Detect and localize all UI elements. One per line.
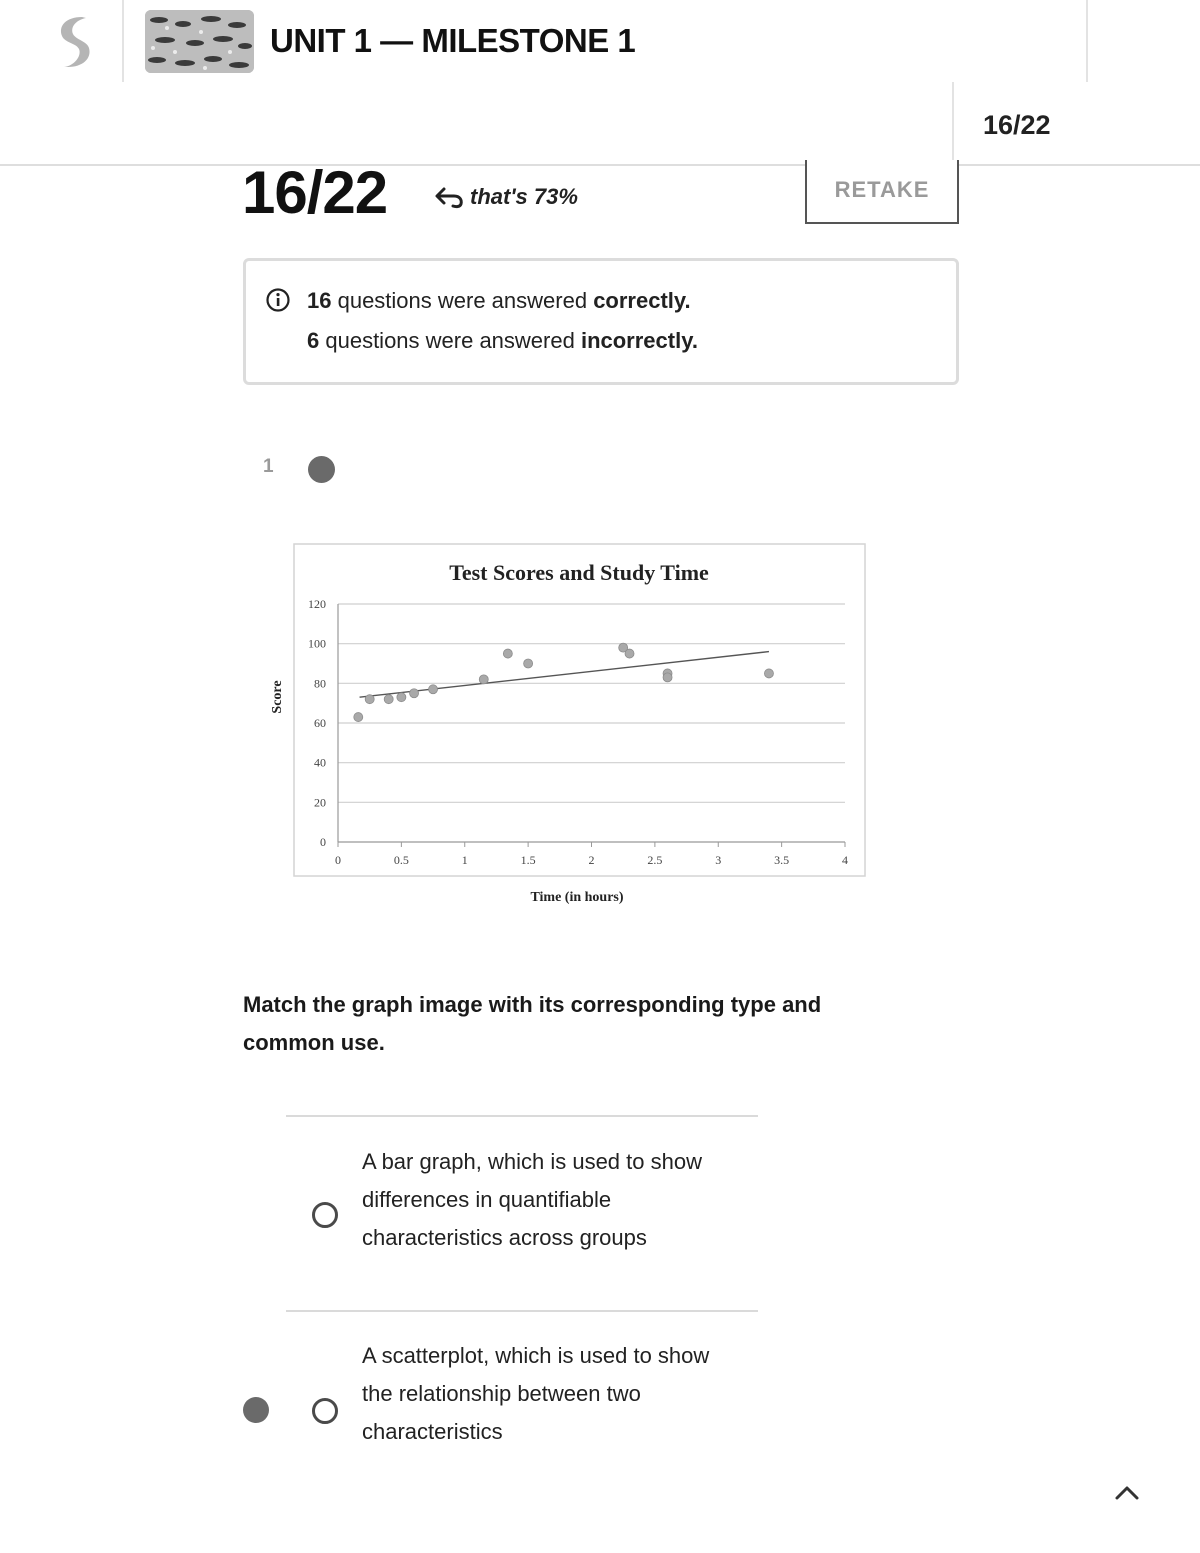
- incorrect-word: incorrectly.: [580, 328, 698, 353]
- data-point: [410, 689, 419, 698]
- chart-title: Test Scores and Study Time: [449, 560, 709, 585]
- curved-arrow-icon: [434, 185, 464, 209]
- selected-answer-marker: [243, 1397, 269, 1423]
- option-divider: [286, 1115, 758, 1117]
- x-tick-label: 1.5: [520, 853, 536, 867]
- results-summary-box: [243, 258, 959, 385]
- header-divider: [122, 0, 124, 82]
- data-point: [503, 649, 512, 658]
- y-tick-label: 0: [320, 835, 326, 849]
- data-point: [663, 673, 672, 682]
- page-title: UNIT 1 — MILESTONE 1: [270, 22, 636, 59]
- y-tick-label: 120: [308, 597, 326, 611]
- y-tick-label: 20: [314, 795, 326, 810]
- option-divider: [286, 1310, 758, 1312]
- question-number: 1: [263, 456, 274, 477]
- x-tick-label: 3: [715, 853, 722, 867]
- data-point: [384, 695, 393, 704]
- percent-text: that's 73%: [470, 184, 578, 209]
- question-status-dot: [308, 456, 335, 483]
- option-radio-scatterplot[interactable]: [312, 1398, 338, 1424]
- option-radio-bar-graph[interactable]: [312, 1202, 338, 1228]
- info-icon: [266, 288, 290, 312]
- incorrect-text: questions were answered: [319, 328, 581, 353]
- top-bar: [0, 0, 1200, 82]
- x-tick-label: 2: [588, 853, 595, 867]
- correct-text: questions were answered: [331, 288, 594, 313]
- data-point: [365, 695, 374, 704]
- y-tick-label: 80: [314, 676, 326, 691]
- y-axis-label: Score: [270, 680, 285, 714]
- x-axis-label: Time (in hours): [530, 890, 624, 905]
- data-point: [479, 675, 488, 684]
- x-tick-label: 0.5: [393, 853, 409, 867]
- x-tick-label: 1: [461, 853, 468, 867]
- incorrect-summary: [307, 328, 698, 354]
- header-score: 16/22: [983, 110, 1051, 140]
- chart-frame: [294, 544, 865, 876]
- percent-note: [434, 184, 578, 210]
- correct-count: 16: [307, 288, 332, 313]
- x-tick-label: 0: [335, 853, 341, 867]
- data-point: [354, 713, 363, 722]
- x-tick-label: 3.5: [774, 853, 790, 867]
- option-text-bar-graph[interactable]: A bar graph, which is used to show differences in quantifiable characteristics across groups: [362, 1149, 702, 1250]
- question-prompt: Match the graph image with its corresponding type and common use.: [243, 992, 822, 1055]
- correct-summary: [307, 288, 691, 314]
- y-tick-label: 100: [308, 636, 326, 651]
- score-divider: [952, 82, 954, 164]
- scroll-to-top-chevron-icon[interactable]: [1112, 1480, 1142, 1504]
- x-tick-label: 4: [842, 853, 848, 867]
- header-divider: [1086, 0, 1088, 82]
- sophia-logo-icon[interactable]: [52, 14, 100, 70]
- course-thumbnail: [145, 10, 254, 73]
- retake-button[interactable]: RETAKE: [805, 160, 959, 224]
- final-score: 16/22: [242, 159, 388, 226]
- option-text-scatterplot[interactable]: A scatterplot, which is used to show the relationship between two characteristics: [362, 1343, 710, 1444]
- data-point: [397, 693, 406, 702]
- data-point: [625, 649, 634, 658]
- data-point: [429, 685, 438, 694]
- correct-word: correctly.: [593, 288, 691, 313]
- x-tick-label: 2.5: [647, 853, 663, 867]
- y-tick-label: 40: [314, 755, 326, 770]
- data-point: [764, 669, 773, 678]
- scatter-chart: [262, 540, 872, 910]
- incorrect-count: 6: [307, 328, 320, 353]
- y-tick-label: 60: [314, 716, 326, 730]
- data-point: [524, 659, 533, 668]
